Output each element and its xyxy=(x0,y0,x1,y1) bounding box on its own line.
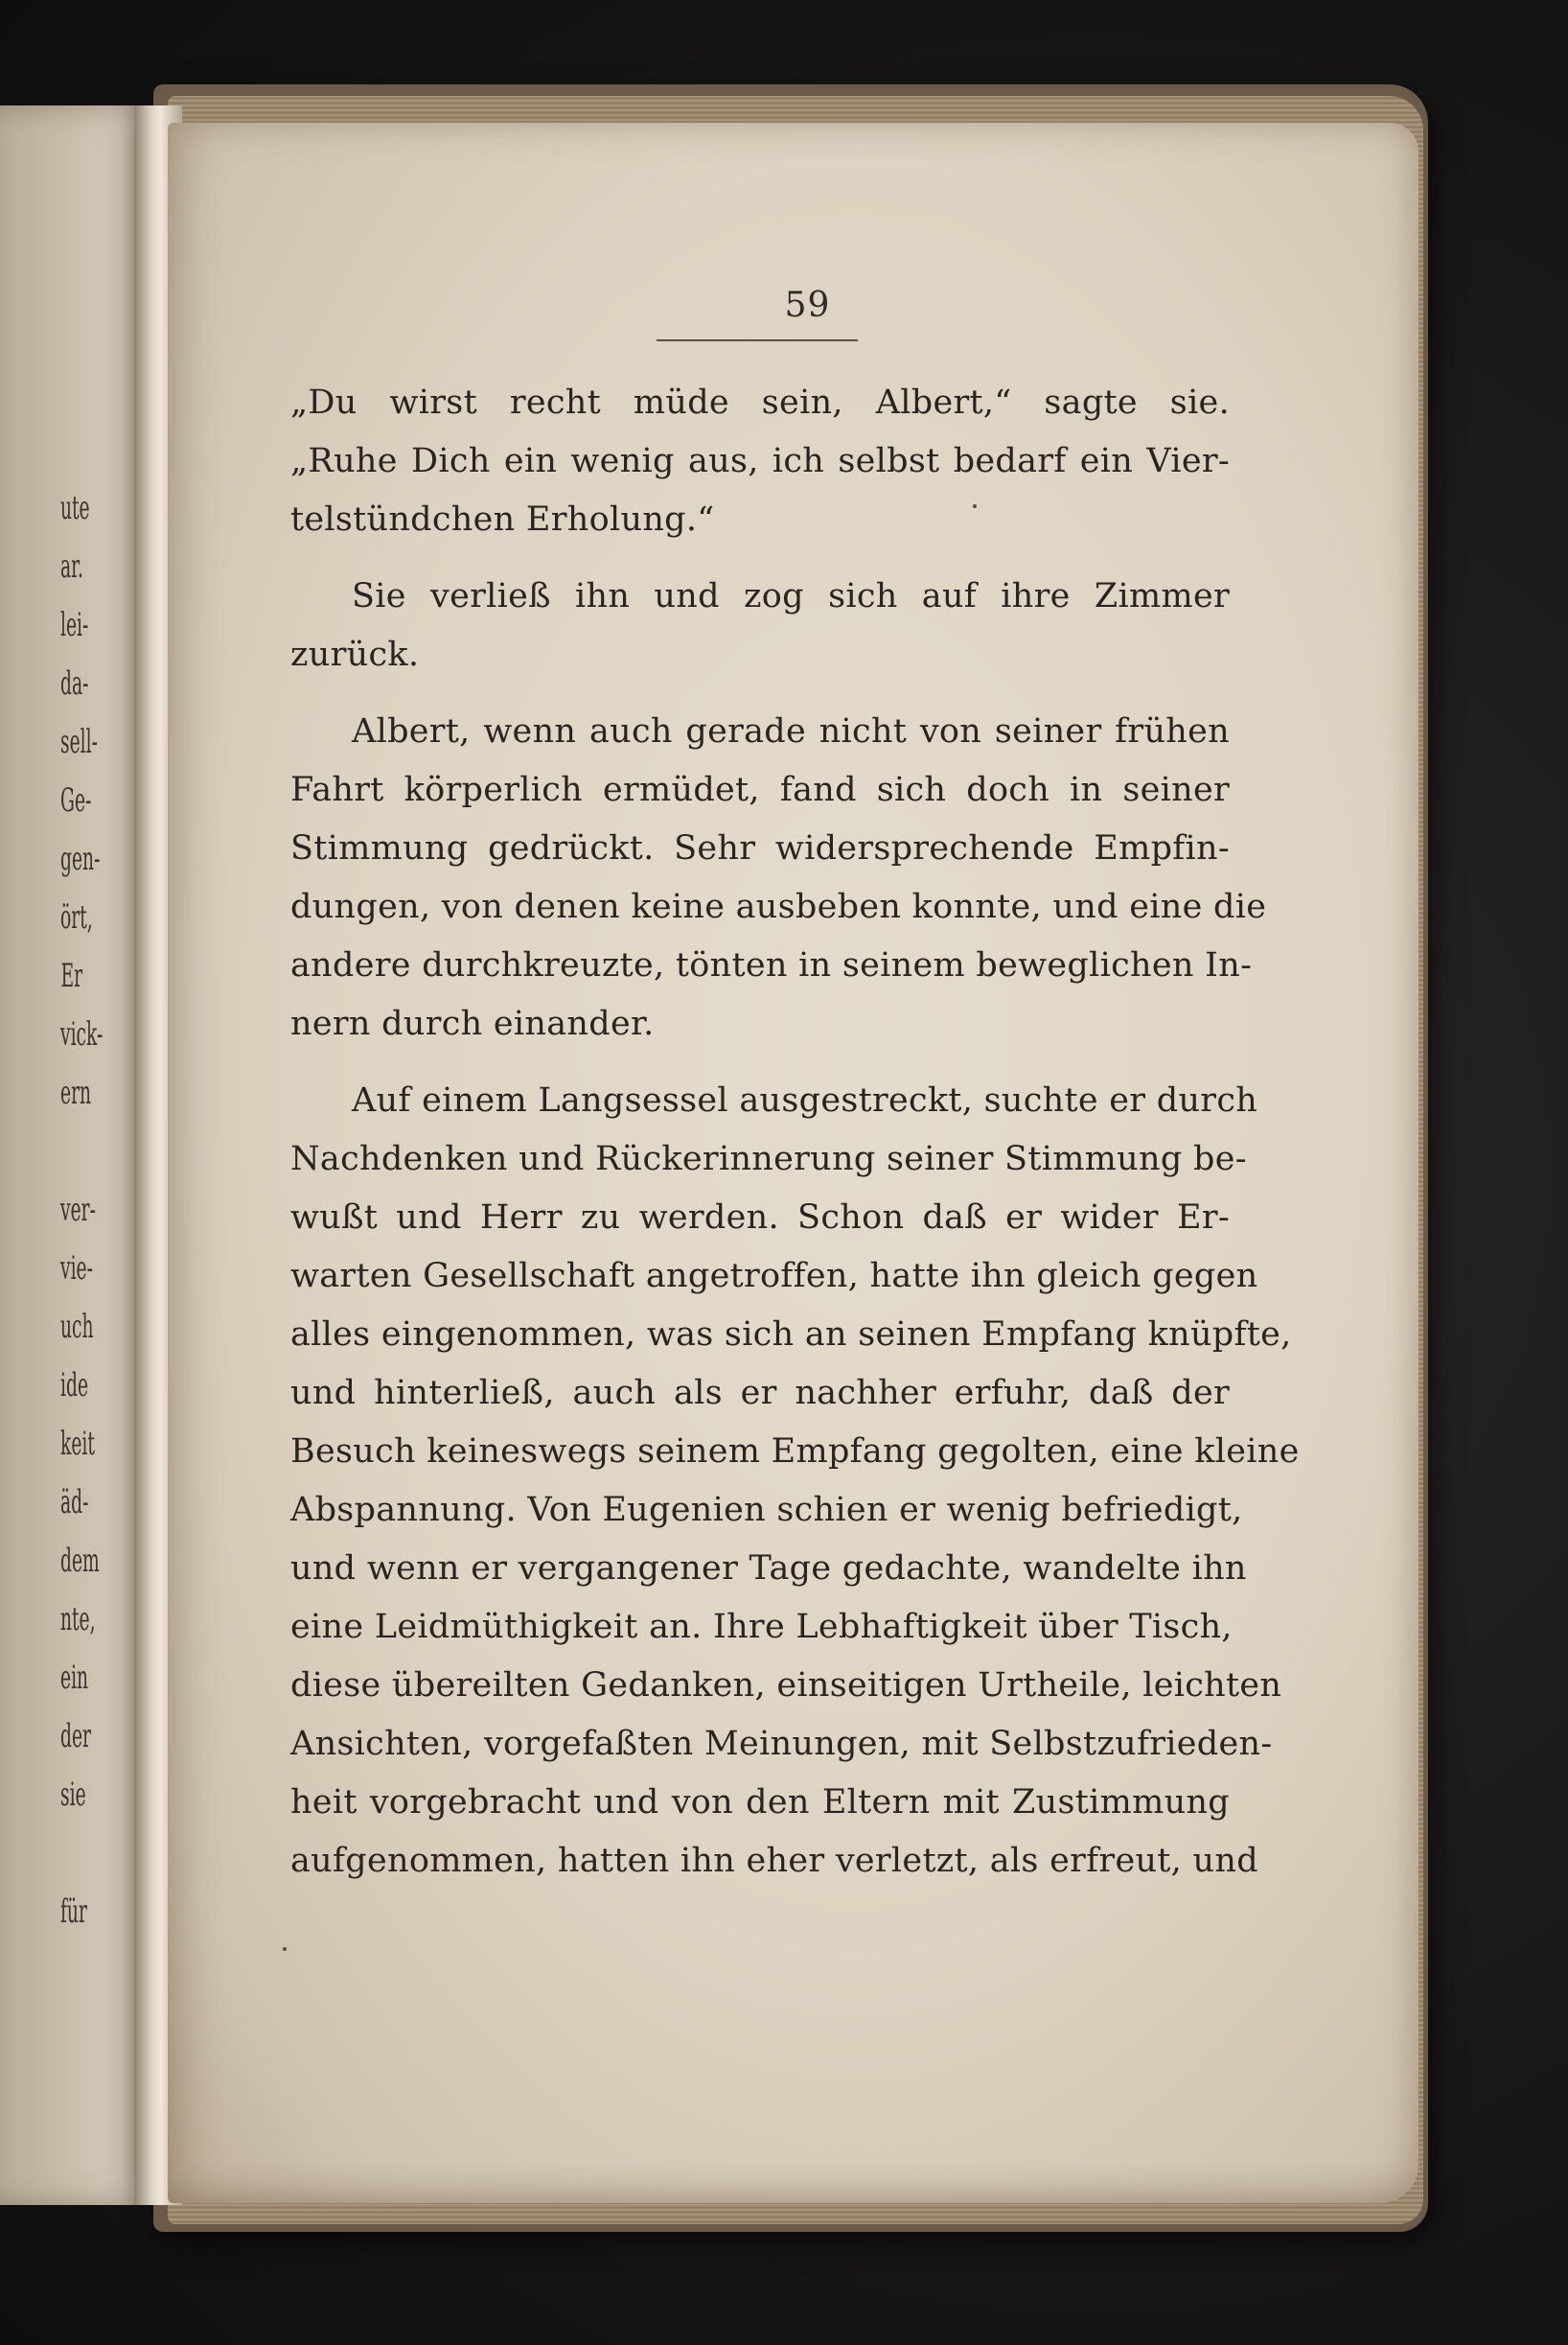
text-line: eine Leidmüthigkeit an. Ihre Lebhaftigkeit über Tisch, xyxy=(290,1608,1233,1646)
paper-speck xyxy=(973,504,977,508)
text-line: „Du wirst recht müde sein, Albert,“ sagte sie. xyxy=(290,383,1230,422)
text-line: Abspannung. Von Eugenien schien er wenig befriedigt, xyxy=(290,1491,1243,1529)
previous-page-fragment: ört, xyxy=(60,898,93,937)
text-line: wußt und Herr zu werden. Schon daß er wider Er- xyxy=(290,1198,1230,1237)
text-line: Besuch keineswegs seinem Empfang gegolten, eine kleine xyxy=(290,1432,1300,1471)
text-line: Sie verließ ihn und zog sich auf ihre Zimmer xyxy=(352,577,1230,615)
text-line: warten Gesellschaft angetroffen, hatte ihn gleich gegen xyxy=(290,1257,1258,1295)
previous-page-fragment: Ge- xyxy=(60,781,92,820)
text-line: Albert, wenn auch gerade nicht von seiner frühen xyxy=(352,712,1230,751)
text-line: alles eingenommen, was sich an seinen Empfang knüpfte, xyxy=(290,1315,1292,1354)
previous-page-fragment: keit xyxy=(60,1425,95,1463)
previous-page-fragments xyxy=(0,479,134,1941)
text-line: telstündchen Erholung.“ xyxy=(290,500,715,539)
previous-page-fragment: ver- xyxy=(60,1191,96,1229)
text-line: andere durchkreuzte, tönten in seinem beweglichen In- xyxy=(290,946,1253,985)
text-line: Auf einem Langsessel ausgestreckt, suchte er durch xyxy=(352,1081,1258,1120)
text-line: Nachdenken und Rückerinnerung seiner Stimmung be- xyxy=(290,1140,1247,1178)
page-number xyxy=(168,286,1418,325)
previous-page-fragment: vie- xyxy=(60,1249,93,1288)
previous-page-fragment: da- xyxy=(60,664,89,703)
previous-page-fragment: lei- xyxy=(60,606,89,644)
text-line: und wenn er vergangener Tage gedachte, wandelte ihn xyxy=(290,1549,1247,1588)
previous-page-fragment: ern xyxy=(60,1074,92,1112)
text-line: heit vorgebracht und von den Eltern mit Zustimmung xyxy=(290,1783,1230,1822)
previous-page-fragment: ute xyxy=(60,489,90,527)
previous-page-fragment: ide xyxy=(60,1366,89,1405)
previous-page-fragment xyxy=(60,1123,134,1181)
header-rule xyxy=(657,339,858,341)
text-line: nern durch einander. xyxy=(290,1005,655,1043)
previous-page-fragment xyxy=(60,1824,134,1883)
paper-speck xyxy=(283,1947,287,1951)
previous-page-fragment: nte, xyxy=(60,1600,96,1638)
previous-page-fragment: vick- xyxy=(60,1015,104,1054)
text-line: Fahrt körperlich ermüdet, fand sich doch in seiner xyxy=(290,771,1230,809)
text-line: aufgenommen, hatten ihn eher verletzt, als erfreut, und xyxy=(290,1842,1258,1880)
previous-page-fragment: ar. xyxy=(60,547,83,586)
previous-page-fragment: sell- xyxy=(60,723,98,761)
previous-page-fragment: für xyxy=(60,1892,87,1931)
previous-page-fragment: dem xyxy=(60,1542,100,1580)
previous-page-fragment: der xyxy=(60,1717,91,1755)
previous-page-fragment: sie xyxy=(60,1776,86,1814)
text-line: und hinterließ, auch als er nachher erfuhr, daß der xyxy=(290,1374,1230,1412)
text-line: diese übereilten Gedanken, einseitigen Urtheile, leichten xyxy=(290,1666,1282,1705)
previous-page-fragment: Er xyxy=(60,957,83,995)
text-line: Stimmung gedrückt. Sehr widersprechende Empfin- xyxy=(290,829,1230,868)
page-59 xyxy=(168,123,1418,2203)
text-line: Ansichten, vorgefaßten Meinungen, mit Selbstzufrieden- xyxy=(290,1725,1273,1763)
previous-page-fragment: uch xyxy=(60,1308,94,1346)
text-line: dungen, von denen keine ausbeben konnte, und eine die xyxy=(290,888,1267,926)
text-line: zurück. xyxy=(290,636,420,674)
previous-page-fragment: ein xyxy=(60,1659,89,1697)
text-line: „Ruhe Dich ein wenig aus, ich selbst bedarf ein Vier- xyxy=(290,442,1230,480)
page-number-text: 59 xyxy=(784,286,831,325)
previous-page-fragment: äd- xyxy=(60,1483,89,1521)
previous-page-edge xyxy=(0,105,144,2205)
previous-page-fragment: gen- xyxy=(60,840,101,878)
